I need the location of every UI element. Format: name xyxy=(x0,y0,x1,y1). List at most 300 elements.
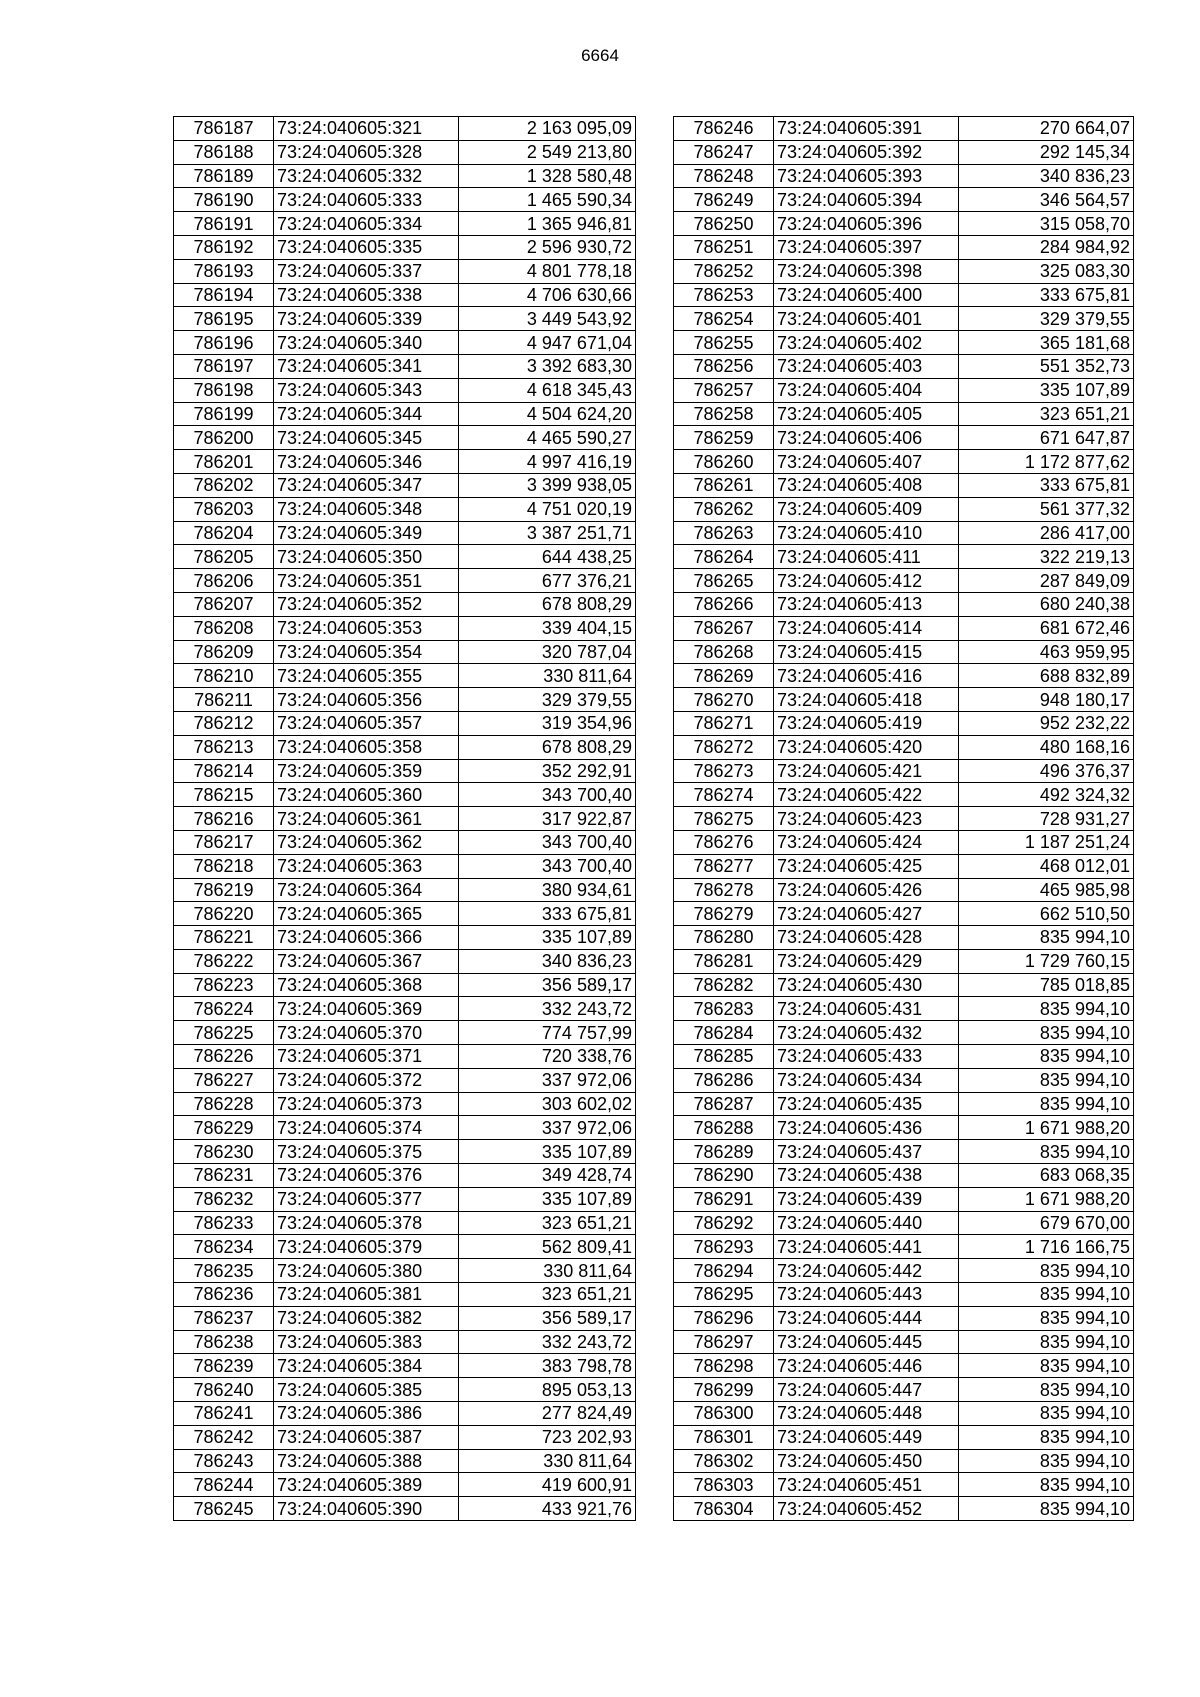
cadastral-value: 678 808,29 xyxy=(459,592,636,616)
cadastral-number: 73:24:040605:328 xyxy=(274,140,459,164)
table-row xyxy=(174,807,636,831)
cadastral-number: 73:24:040605:396 xyxy=(774,212,959,236)
row-id: 786287 xyxy=(674,1092,774,1116)
row-id: 786194 xyxy=(174,283,274,307)
table-row xyxy=(674,830,1134,854)
cadastral-number: 73:24:040605:376 xyxy=(274,1164,459,1188)
cadastral-number: 73:24:040605:400 xyxy=(774,283,959,307)
cadastral-number: 73:24:040605:385 xyxy=(274,1378,459,1402)
row-id: 786243 xyxy=(174,1449,274,1473)
table-row xyxy=(674,1211,1134,1235)
cadastral-number: 73:24:040605:390 xyxy=(274,1497,459,1521)
cadastral-value: 3 399 938,05 xyxy=(459,473,636,497)
cadastral-value: 352 292,91 xyxy=(459,759,636,783)
cadastral-value: 337 972,06 xyxy=(459,1116,636,1140)
table-row xyxy=(674,569,1134,593)
cadastral-number: 73:24:040605:393 xyxy=(774,164,959,188)
row-id: 786249 xyxy=(674,188,774,212)
cadastral-number: 73:24:040605:332 xyxy=(274,164,459,188)
cadastral-value: 835 994,10 xyxy=(959,1425,1134,1449)
cadastral-value: 320 787,04 xyxy=(459,640,636,664)
table-row xyxy=(174,878,636,902)
table-row xyxy=(674,592,1134,616)
cadastral-value: 346 564,57 xyxy=(959,188,1134,212)
cadastral-value: 835 994,10 xyxy=(959,1140,1134,1164)
table-row xyxy=(674,759,1134,783)
row-id: 786256 xyxy=(674,354,774,378)
cadastral-number: 73:24:040605:346 xyxy=(274,450,459,474)
row-id: 786261 xyxy=(674,473,774,497)
cadastral-number: 73:24:040605:344 xyxy=(274,402,459,426)
row-id: 786195 xyxy=(174,307,274,331)
table-row xyxy=(174,473,636,497)
table-row xyxy=(674,902,1134,926)
cadastral-value: 1 465 590,34 xyxy=(459,188,636,212)
row-id: 786302 xyxy=(674,1449,774,1473)
row-id: 786236 xyxy=(174,1283,274,1307)
table-row xyxy=(174,1306,636,1330)
table-row xyxy=(674,735,1134,759)
table-row xyxy=(174,521,636,545)
row-id: 786210 xyxy=(174,664,274,688)
row-id: 786221 xyxy=(174,926,274,950)
table-left xyxy=(173,116,636,1521)
cadastral-number: 73:24:040605:389 xyxy=(274,1473,459,1497)
table-row xyxy=(674,997,1134,1021)
row-id: 786211 xyxy=(174,688,274,712)
cadastral-value: 343 700,40 xyxy=(459,830,636,854)
cadastral-value: 2 549 213,80 xyxy=(459,140,636,164)
cadastral-value: 286 417,00 xyxy=(959,521,1134,545)
row-id: 786265 xyxy=(674,569,774,593)
table-row xyxy=(674,331,1134,355)
row-id: 786228 xyxy=(174,1092,274,1116)
table-row xyxy=(174,592,636,616)
table-row xyxy=(674,1425,1134,1449)
table-row xyxy=(674,783,1134,807)
table-row xyxy=(674,949,1134,973)
table-row xyxy=(174,1211,636,1235)
cadastral-number: 73:24:040605:333 xyxy=(274,188,459,212)
cadastral-value: 835 994,10 xyxy=(959,1378,1134,1402)
cadastral-value: 1 187 251,24 xyxy=(959,830,1134,854)
cadastral-value: 835 994,10 xyxy=(959,1497,1134,1521)
table-row xyxy=(174,759,636,783)
row-id: 786216 xyxy=(174,807,274,831)
cadastral-number: 73:24:040605:345 xyxy=(274,426,459,450)
cadastral-value: 337 972,06 xyxy=(459,1068,636,1092)
row-id: 786200 xyxy=(174,426,274,450)
cadastral-number: 73:24:040605:371 xyxy=(274,1045,459,1069)
table-row xyxy=(174,1068,636,1092)
cadastral-number: 73:24:040605:423 xyxy=(774,807,959,831)
cadastral-value: 4 618 345,43 xyxy=(459,378,636,402)
cadastral-number: 73:24:040605:412 xyxy=(774,569,959,593)
row-id: 786202 xyxy=(174,473,274,497)
cadastral-number: 73:24:040605:425 xyxy=(774,854,959,878)
table-row xyxy=(674,878,1134,902)
cadastral-value: 835 994,10 xyxy=(959,1306,1134,1330)
cadastral-number: 73:24:040605:448 xyxy=(774,1402,959,1426)
cadastral-number: 73:24:040605:391 xyxy=(774,117,959,141)
cadastral-number: 73:24:040605:392 xyxy=(774,140,959,164)
row-id: 786235 xyxy=(174,1259,274,1283)
cadastral-value: 1 365 946,81 xyxy=(459,212,636,236)
row-id: 786214 xyxy=(174,759,274,783)
row-id: 786244 xyxy=(174,1473,274,1497)
row-id: 786226 xyxy=(174,1045,274,1069)
cadastral-value: 1 671 988,20 xyxy=(959,1116,1134,1140)
cadastral-number: 73:24:040605:364 xyxy=(274,878,459,902)
cadastral-value: 330 811,64 xyxy=(459,1449,636,1473)
table-row xyxy=(174,688,636,712)
cadastral-value: 835 994,10 xyxy=(959,1259,1134,1283)
table-row xyxy=(674,1140,1134,1164)
table-row xyxy=(674,402,1134,426)
cadastral-value: 835 994,10 xyxy=(959,1283,1134,1307)
table-row xyxy=(174,1164,636,1188)
row-id: 786219 xyxy=(174,878,274,902)
row-id: 786199 xyxy=(174,402,274,426)
table-row xyxy=(174,426,636,450)
table-row xyxy=(674,1473,1134,1497)
cadastral-value: 680 240,38 xyxy=(959,592,1134,616)
table-row xyxy=(174,854,636,878)
row-id: 786248 xyxy=(674,164,774,188)
row-id: 786274 xyxy=(674,783,774,807)
table-row xyxy=(674,711,1134,735)
cadastral-number: 73:24:040605:353 xyxy=(274,616,459,640)
cadastral-value: 662 510,50 xyxy=(959,902,1134,926)
cadastral-value: 1 729 760,15 xyxy=(959,949,1134,973)
cadastral-value: 688 832,89 xyxy=(959,664,1134,688)
cadastral-value: 2 163 095,09 xyxy=(459,117,636,141)
table-row xyxy=(674,1092,1134,1116)
row-id: 786275 xyxy=(674,807,774,831)
cadastral-value: 335 107,89 xyxy=(459,1187,636,1211)
table-row xyxy=(674,1354,1134,1378)
cadastral-number: 73:24:040605:386 xyxy=(274,1402,459,1426)
cadastral-value: 4 751 020,19 xyxy=(459,497,636,521)
row-id: 786259 xyxy=(674,426,774,450)
row-id: 786213 xyxy=(174,735,274,759)
cadastral-number: 73:24:040605:430 xyxy=(774,973,959,997)
cadastral-value: 835 994,10 xyxy=(959,1092,1134,1116)
cadastral-number: 73:24:040605:350 xyxy=(274,545,459,569)
row-id: 786297 xyxy=(674,1330,774,1354)
table-row xyxy=(674,259,1134,283)
cadastral-number: 73:24:040605:374 xyxy=(274,1116,459,1140)
cadastral-value: 356 589,17 xyxy=(459,973,636,997)
cadastral-value: 728 931,27 xyxy=(959,807,1134,831)
cadastral-number: 73:24:040605:361 xyxy=(274,807,459,831)
cadastral-value: 835 994,10 xyxy=(959,926,1134,950)
row-id: 786296 xyxy=(674,1306,774,1330)
table-row xyxy=(174,1378,636,1402)
table-row xyxy=(674,1068,1134,1092)
row-id: 786277 xyxy=(674,854,774,878)
cadastral-value: 335 107,89 xyxy=(459,1140,636,1164)
row-id: 786189 xyxy=(174,164,274,188)
table-row xyxy=(674,212,1134,236)
table-row xyxy=(174,1140,636,1164)
cadastral-value: 835 994,10 xyxy=(959,997,1134,1021)
row-id: 786257 xyxy=(674,378,774,402)
row-id: 786198 xyxy=(174,378,274,402)
row-id: 786250 xyxy=(674,212,774,236)
cadastral-value: 339 404,15 xyxy=(459,616,636,640)
table-row xyxy=(674,117,1134,141)
cadastral-value: 948 180,17 xyxy=(959,688,1134,712)
row-id: 786225 xyxy=(174,1021,274,1045)
table-row xyxy=(674,1330,1134,1354)
row-id: 786294 xyxy=(674,1259,774,1283)
cadastral-number: 73:24:040605:347 xyxy=(274,473,459,497)
table-row xyxy=(174,497,636,521)
table-row xyxy=(174,188,636,212)
row-id: 786245 xyxy=(174,1497,274,1521)
cadastral-number: 73:24:040605:445 xyxy=(774,1330,959,1354)
cadastral-number: 73:24:040605:368 xyxy=(274,973,459,997)
cadastral-value: 835 994,10 xyxy=(959,1021,1134,1045)
cadastral-number: 73:24:040605:335 xyxy=(274,235,459,259)
cadastral-value: 677 376,21 xyxy=(459,569,636,593)
row-id: 786247 xyxy=(674,140,774,164)
cadastral-number: 73:24:040605:359 xyxy=(274,759,459,783)
cadastral-number: 73:24:040605:377 xyxy=(274,1187,459,1211)
table-row xyxy=(174,1021,636,1045)
cadastral-value: 895 053,13 xyxy=(459,1378,636,1402)
row-id: 786283 xyxy=(674,997,774,1021)
table-row xyxy=(674,1259,1134,1283)
cadastral-value: 4 706 630,66 xyxy=(459,283,636,307)
row-id: 786255 xyxy=(674,331,774,355)
cadastral-number: 73:24:040605:440 xyxy=(774,1211,959,1235)
row-id: 786251 xyxy=(674,235,774,259)
cadastral-number: 73:24:040605:404 xyxy=(774,378,959,402)
cadastral-number: 73:24:040605:409 xyxy=(774,497,959,521)
table-row xyxy=(674,378,1134,402)
cadastral-value: 323 651,21 xyxy=(459,1283,636,1307)
cadastral-value: 492 324,32 xyxy=(959,783,1134,807)
table-row xyxy=(174,402,636,426)
cadastral-number: 73:24:040605:420 xyxy=(774,735,959,759)
table-row xyxy=(174,140,636,164)
row-id: 786231 xyxy=(174,1164,274,1188)
row-id: 786204 xyxy=(174,521,274,545)
row-id: 786288 xyxy=(674,1116,774,1140)
table-row xyxy=(174,354,636,378)
cadastral-value: 287 849,09 xyxy=(959,569,1134,593)
row-id: 786197 xyxy=(174,354,274,378)
cadastral-number: 73:24:040605:383 xyxy=(274,1330,459,1354)
row-id: 786218 xyxy=(174,854,274,878)
table-row xyxy=(174,1045,636,1069)
cadastral-number: 73:24:040605:410 xyxy=(774,521,959,545)
cadastral-value: 323 651,21 xyxy=(959,402,1134,426)
row-id: 786303 xyxy=(674,1473,774,1497)
table-row xyxy=(174,164,636,188)
table-row xyxy=(174,569,636,593)
cadastral-value: 835 994,10 xyxy=(959,1068,1134,1092)
row-id: 786215 xyxy=(174,783,274,807)
row-id: 786229 xyxy=(174,1116,274,1140)
cadastral-value: 419 600,91 xyxy=(459,1473,636,1497)
cadastral-number: 73:24:040605:441 xyxy=(774,1235,959,1259)
cadastral-number: 73:24:040605:365 xyxy=(274,902,459,926)
table-row xyxy=(674,688,1134,712)
row-id: 786295 xyxy=(674,1283,774,1307)
cadastral-number: 73:24:040605:424 xyxy=(774,830,959,854)
cadastral-number: 73:24:040605:403 xyxy=(774,354,959,378)
table-row xyxy=(174,640,636,664)
row-id: 786201 xyxy=(174,450,274,474)
table-row xyxy=(174,117,636,141)
row-id: 786220 xyxy=(174,902,274,926)
row-id: 786205 xyxy=(174,545,274,569)
cadastral-value: 303 602,02 xyxy=(459,1092,636,1116)
cadastral-value: 835 994,10 xyxy=(959,1354,1134,1378)
cadastral-value: 480 168,16 xyxy=(959,735,1134,759)
cadastral-value: 284 984,92 xyxy=(959,235,1134,259)
cadastral-number: 73:24:040605:358 xyxy=(274,735,459,759)
cadastral-value: 356 589,17 xyxy=(459,1306,636,1330)
table-row xyxy=(174,259,636,283)
row-id: 786242 xyxy=(174,1425,274,1449)
cadastral-value: 952 232,22 xyxy=(959,711,1134,735)
table-row xyxy=(174,1425,636,1449)
cadastral-number: 73:24:040605:439 xyxy=(774,1187,959,1211)
cadastral-value: 4 504 624,20 xyxy=(459,402,636,426)
cadastral-value: 343 700,40 xyxy=(459,783,636,807)
cadastral-number: 73:24:040605:356 xyxy=(274,688,459,712)
row-id: 786267 xyxy=(674,616,774,640)
table-row xyxy=(674,473,1134,497)
cadastral-number: 73:24:040605:354 xyxy=(274,640,459,664)
cadastral-number: 73:24:040605:427 xyxy=(774,902,959,926)
cadastral-number: 73:24:040605:428 xyxy=(774,926,959,950)
cadastral-value: 465 985,98 xyxy=(959,878,1134,902)
table-row xyxy=(674,1283,1134,1307)
row-id: 786254 xyxy=(674,307,774,331)
table-row xyxy=(674,807,1134,831)
row-id: 786217 xyxy=(174,830,274,854)
table-row xyxy=(174,545,636,569)
cadastral-number: 73:24:040605:452 xyxy=(774,1497,959,1521)
cadastral-number: 73:24:040605:341 xyxy=(274,354,459,378)
row-id: 786234 xyxy=(174,1235,274,1259)
cadastral-number: 73:24:040605:357 xyxy=(274,711,459,735)
table-row xyxy=(174,949,636,973)
cadastral-number: 73:24:040605:348 xyxy=(274,497,459,521)
row-id: 786241 xyxy=(174,1402,274,1426)
cadastral-value: 551 352,73 xyxy=(959,354,1134,378)
table-row xyxy=(674,1045,1134,1069)
row-id: 786289 xyxy=(674,1140,774,1164)
cadastral-value: 785 018,85 xyxy=(959,973,1134,997)
cadastral-value: 681 672,46 xyxy=(959,616,1134,640)
cadastral-value: 340 836,23 xyxy=(459,949,636,973)
cadastral-number: 73:24:040605:406 xyxy=(774,426,959,450)
cadastral-number: 73:24:040605:367 xyxy=(274,949,459,973)
cadastral-number: 73:24:040605:415 xyxy=(774,640,959,664)
page-number: 6664 xyxy=(581,46,619,65)
cadastral-number: 73:24:040605:363 xyxy=(274,854,459,878)
table-row xyxy=(174,1283,636,1307)
row-id: 786273 xyxy=(674,759,774,783)
cadastral-number: 73:24:040605:405 xyxy=(774,402,959,426)
cadastral-value: 335 107,89 xyxy=(459,926,636,950)
cadastral-value: 277 824,49 xyxy=(459,1402,636,1426)
row-id: 786291 xyxy=(674,1187,774,1211)
cadastral-number: 73:24:040605:435 xyxy=(774,1092,959,1116)
cadastral-number: 73:24:040605:381 xyxy=(274,1283,459,1307)
cadastral-value: 561 377,32 xyxy=(959,497,1134,521)
table-row xyxy=(674,1306,1134,1330)
cadastral-value: 1 172 877,62 xyxy=(959,450,1134,474)
row-id: 786300 xyxy=(674,1402,774,1426)
cadastral-number: 73:24:040605:447 xyxy=(774,1378,959,1402)
table-row xyxy=(174,1402,636,1426)
cadastral-value: 365 181,68 xyxy=(959,331,1134,355)
cadastral-value: 383 798,78 xyxy=(459,1354,636,1378)
row-id: 786208 xyxy=(174,616,274,640)
cadastral-value: 349 428,74 xyxy=(459,1164,636,1188)
cadastral-number: 73:24:040605:426 xyxy=(774,878,959,902)
cadastral-number: 73:24:040605:444 xyxy=(774,1306,959,1330)
cadastral-value: 325 083,30 xyxy=(959,259,1134,283)
cadastral-number: 73:24:040605:446 xyxy=(774,1354,959,1378)
cadastral-number: 73:24:040605:433 xyxy=(774,1045,959,1069)
row-id: 786282 xyxy=(674,973,774,997)
cadastral-value: 679 670,00 xyxy=(959,1211,1134,1235)
table-row xyxy=(674,1449,1134,1473)
row-id: 786262 xyxy=(674,497,774,521)
cadastral-number: 73:24:040605:421 xyxy=(774,759,959,783)
row-id: 786290 xyxy=(674,1164,774,1188)
row-id: 786270 xyxy=(674,688,774,712)
row-id: 786276 xyxy=(674,830,774,854)
cadastral-value: 329 379,55 xyxy=(459,688,636,712)
cadastral-value: 340 836,23 xyxy=(959,164,1134,188)
row-id: 786304 xyxy=(674,1497,774,1521)
row-id: 786224 xyxy=(174,997,274,1021)
cadastral-value: 468 012,01 xyxy=(959,854,1134,878)
cadastral-value: 332 243,72 xyxy=(459,997,636,1021)
table-row xyxy=(674,1021,1134,1045)
cadastral-number: 73:24:040605:422 xyxy=(774,783,959,807)
row-id: 786206 xyxy=(174,569,274,593)
table-row xyxy=(674,450,1134,474)
table-row xyxy=(674,616,1134,640)
row-id: 786203 xyxy=(174,497,274,521)
cadastral-number: 73:24:040605:397 xyxy=(774,235,959,259)
cadastral-number: 73:24:040605:384 xyxy=(274,1354,459,1378)
cadastral-value: 329 379,55 xyxy=(959,307,1134,331)
cadastral-number: 73:24:040605:450 xyxy=(774,1449,959,1473)
row-id: 786280 xyxy=(674,926,774,950)
row-id: 786207 xyxy=(174,592,274,616)
row-id: 786239 xyxy=(174,1354,274,1378)
cadastral-number: 73:24:040605:411 xyxy=(774,545,959,569)
table-row xyxy=(174,902,636,926)
cadastral-number: 73:24:040605:436 xyxy=(774,1116,959,1140)
cadastral-value: 333 675,81 xyxy=(959,283,1134,307)
table-row xyxy=(174,307,636,331)
cadastral-value: 2 596 930,72 xyxy=(459,235,636,259)
cadastral-value: 322 219,13 xyxy=(959,545,1134,569)
cadastral-number: 73:24:040605:380 xyxy=(274,1259,459,1283)
